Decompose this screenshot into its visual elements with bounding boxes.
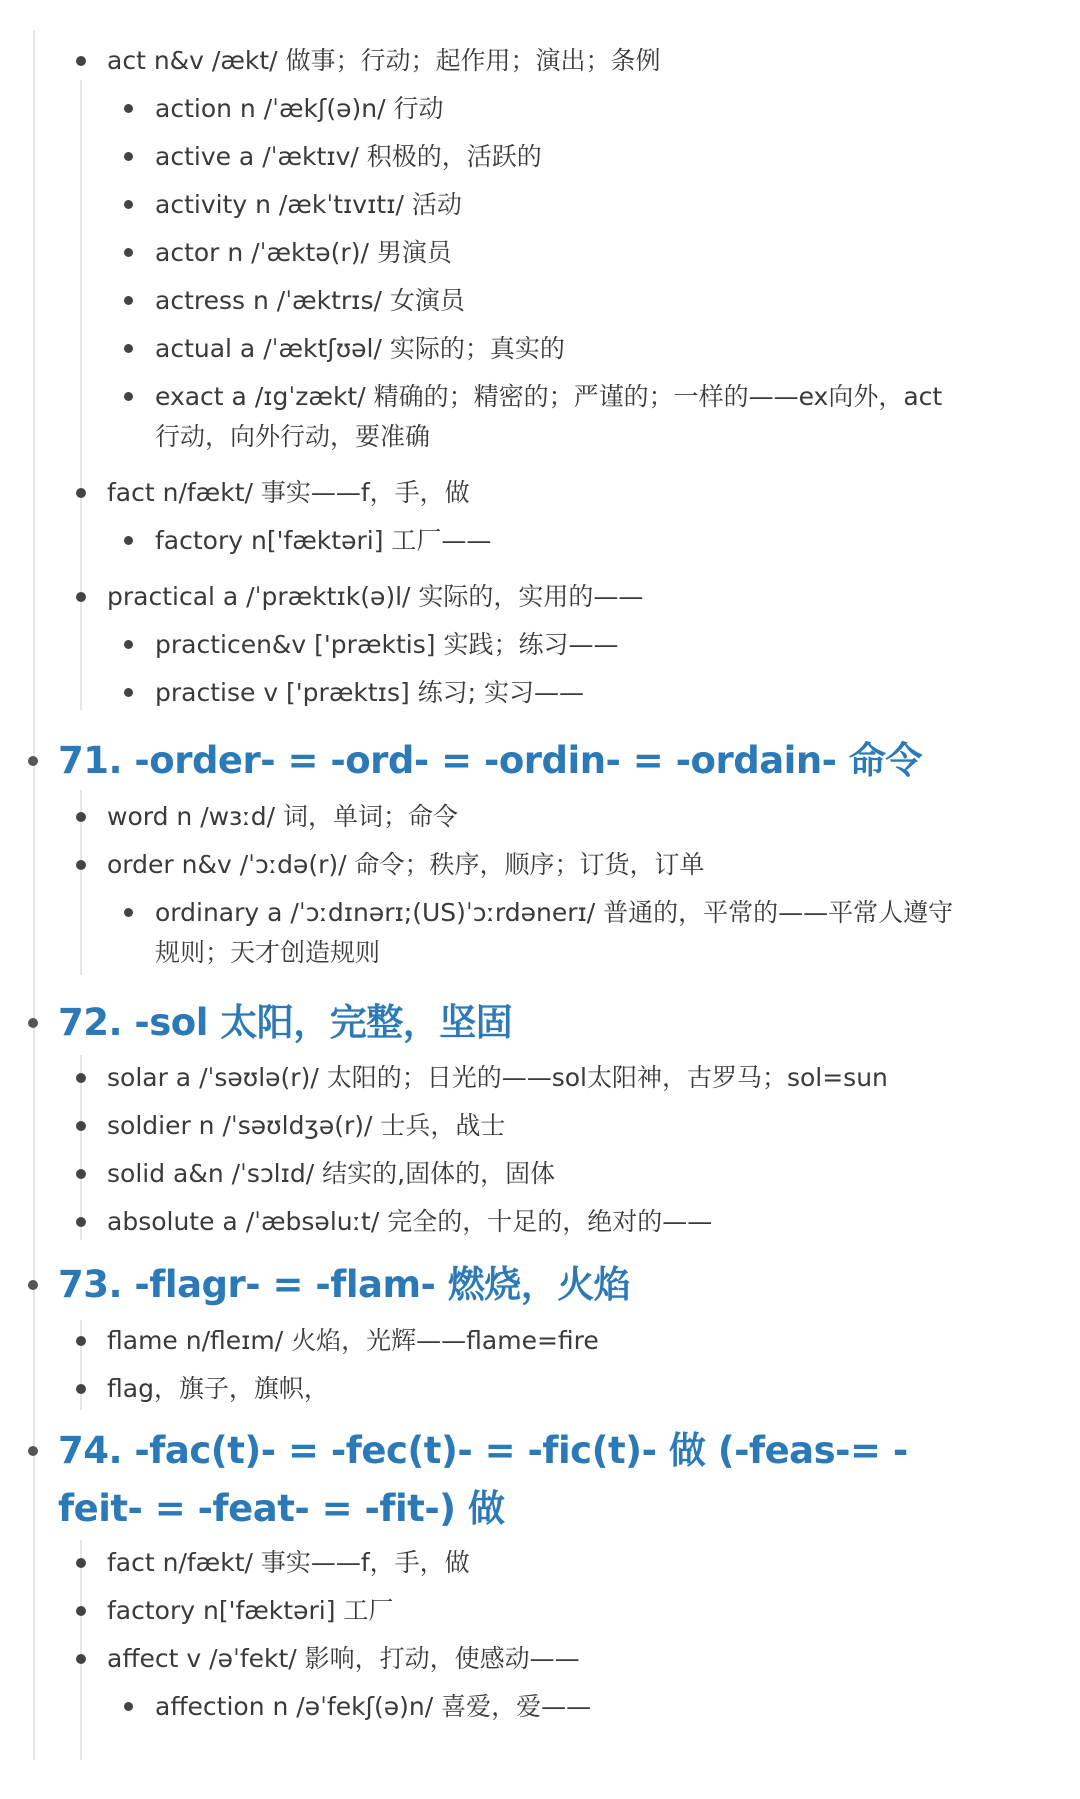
bullet (124, 392, 133, 401)
bullet (124, 248, 133, 257)
bullet (28, 1018, 38, 1028)
bullet (28, 1280, 38, 1290)
bullet (76, 1073, 86, 1083)
bullet (124, 152, 133, 161)
word-entry: actress n /ˈæktrɪs/ 女演员 (155, 286, 465, 315)
bullet (124, 200, 133, 209)
word-entry: activity n /ækˈtɪvɪtɪ/ 活动 (155, 190, 462, 219)
bullet (76, 1654, 86, 1664)
word-entry: flag，旗子，旗帜， (107, 1374, 329, 1403)
bullet (76, 1169, 86, 1179)
inner-guide-line-73 (80, 1320, 82, 1410)
bullet (76, 1336, 86, 1346)
outer-guide-line (33, 30, 35, 1760)
bullet (76, 592, 86, 602)
word-entry: factory n['fæktəri] 工厂 (107, 1596, 394, 1625)
word-entry: soldier n /ˈsəʊldʒə(r)/ 士兵，战士 (107, 1111, 506, 1140)
bullet (124, 908, 133, 917)
section-title: 74. -fac(t)- = -fec(t)- = -fic(t)- 做 (-feas-= -feit- = -feat- = -fit-) 做 (58, 1429, 908, 1530)
word-entry: flame n/fleɪm/ 火焰，光辉——flame=fire (107, 1326, 599, 1355)
word-entry: solar a /ˈsəʊlə(r)/ 太阳的；日光的——sol太阳神，古罗马；sol=sun (107, 1063, 888, 1092)
bullet (124, 536, 133, 545)
bullet (76, 1606, 86, 1616)
word-entry: ordinary a /ˈɔːdɪnərɪ;(US)ˈɔːrdənerɪ/ 普通的，平常的——平常人遵守规则；天才创造规则 (155, 898, 954, 967)
section-title: 71. -order- = -ord- = -ordin- = -ordain- 命令 (58, 739, 922, 782)
word-entry: action n /ˈækʃ(ə)n/ 行动 (155, 94, 444, 123)
bullet (124, 296, 133, 305)
word-entry: affect v /əˈfekt/ 影响，打动，使感动—— (107, 1644, 580, 1673)
bullet (28, 756, 38, 766)
bullet (76, 860, 86, 870)
bullet (76, 1121, 86, 1131)
bullet (124, 344, 133, 353)
word-entry: practical a /ˈpræktɪk(ə)l/ 实际的，实用的—— (107, 582, 644, 611)
bullet (76, 488, 86, 498)
word-entry: active a /ˈæktɪv/ 积极的，活跃的 (155, 142, 542, 171)
inner-guide-line-74 (80, 1540, 82, 1760)
word-entry: practise v ['præktɪs] 练习; 实习—— (155, 678, 585, 707)
section-title: 73. -flagr- = -flam- 燃烧，火焰 (58, 1263, 631, 1306)
word-entry: practicen&v ['præktis] 实践；练习—— (155, 630, 619, 659)
bullet (76, 812, 86, 822)
word-entry: act n&v /ækt/ 做事；行动；起作用；演出；条例 (107, 46, 661, 75)
bullet (124, 640, 133, 649)
bullet (28, 1446, 38, 1456)
word-entry: exact a /ɪgˈzækt/ 精确的；精密的；严谨的；一样的——ex向外，act行动，向外行动，要准确 (155, 382, 943, 451)
word-entry: solid a&n /ˈsɔlɪd/ 结实的,固体的，固体 (107, 1159, 556, 1188)
word-entry: absolute a /ˈæbsəluːt/ 完全的，十足的，绝对的—— (107, 1207, 713, 1236)
word-entry: fact n/fækt/ 事实——f，手，做 (107, 478, 470, 507)
word-entry: factory n['fæktəri] 工厂—— (155, 526, 492, 555)
bullet (76, 56, 86, 66)
bullet (76, 1384, 86, 1394)
word-entry: actual a /ˈæktʃʊəl/ 实际的；真实的 (155, 334, 565, 363)
bullet (124, 688, 133, 697)
bullet (76, 1217, 86, 1227)
inner-guide-line-act (80, 80, 82, 710)
bullet (124, 1702, 133, 1711)
word-entry: fact n/fækt/ 事实——f，手，做 (107, 1548, 470, 1577)
word-entry: affection n /əˈfekʃ(ə)n/ 喜爱，爱—— (155, 1692, 592, 1721)
section-title: 72. -sol 太阳，完整，坚固 (58, 1001, 513, 1044)
bullet (76, 1558, 86, 1568)
word-entry: word n /wɜːd/ 词，单词；命令 (107, 802, 459, 831)
word-entry: actor n /ˈæktə(r)/ 男演员 (155, 238, 452, 267)
word-entry: order n&v /ˈɔːdə(r)/ 命令；秩序，顺序；订货，订单 (107, 850, 705, 879)
bullet (124, 104, 133, 113)
